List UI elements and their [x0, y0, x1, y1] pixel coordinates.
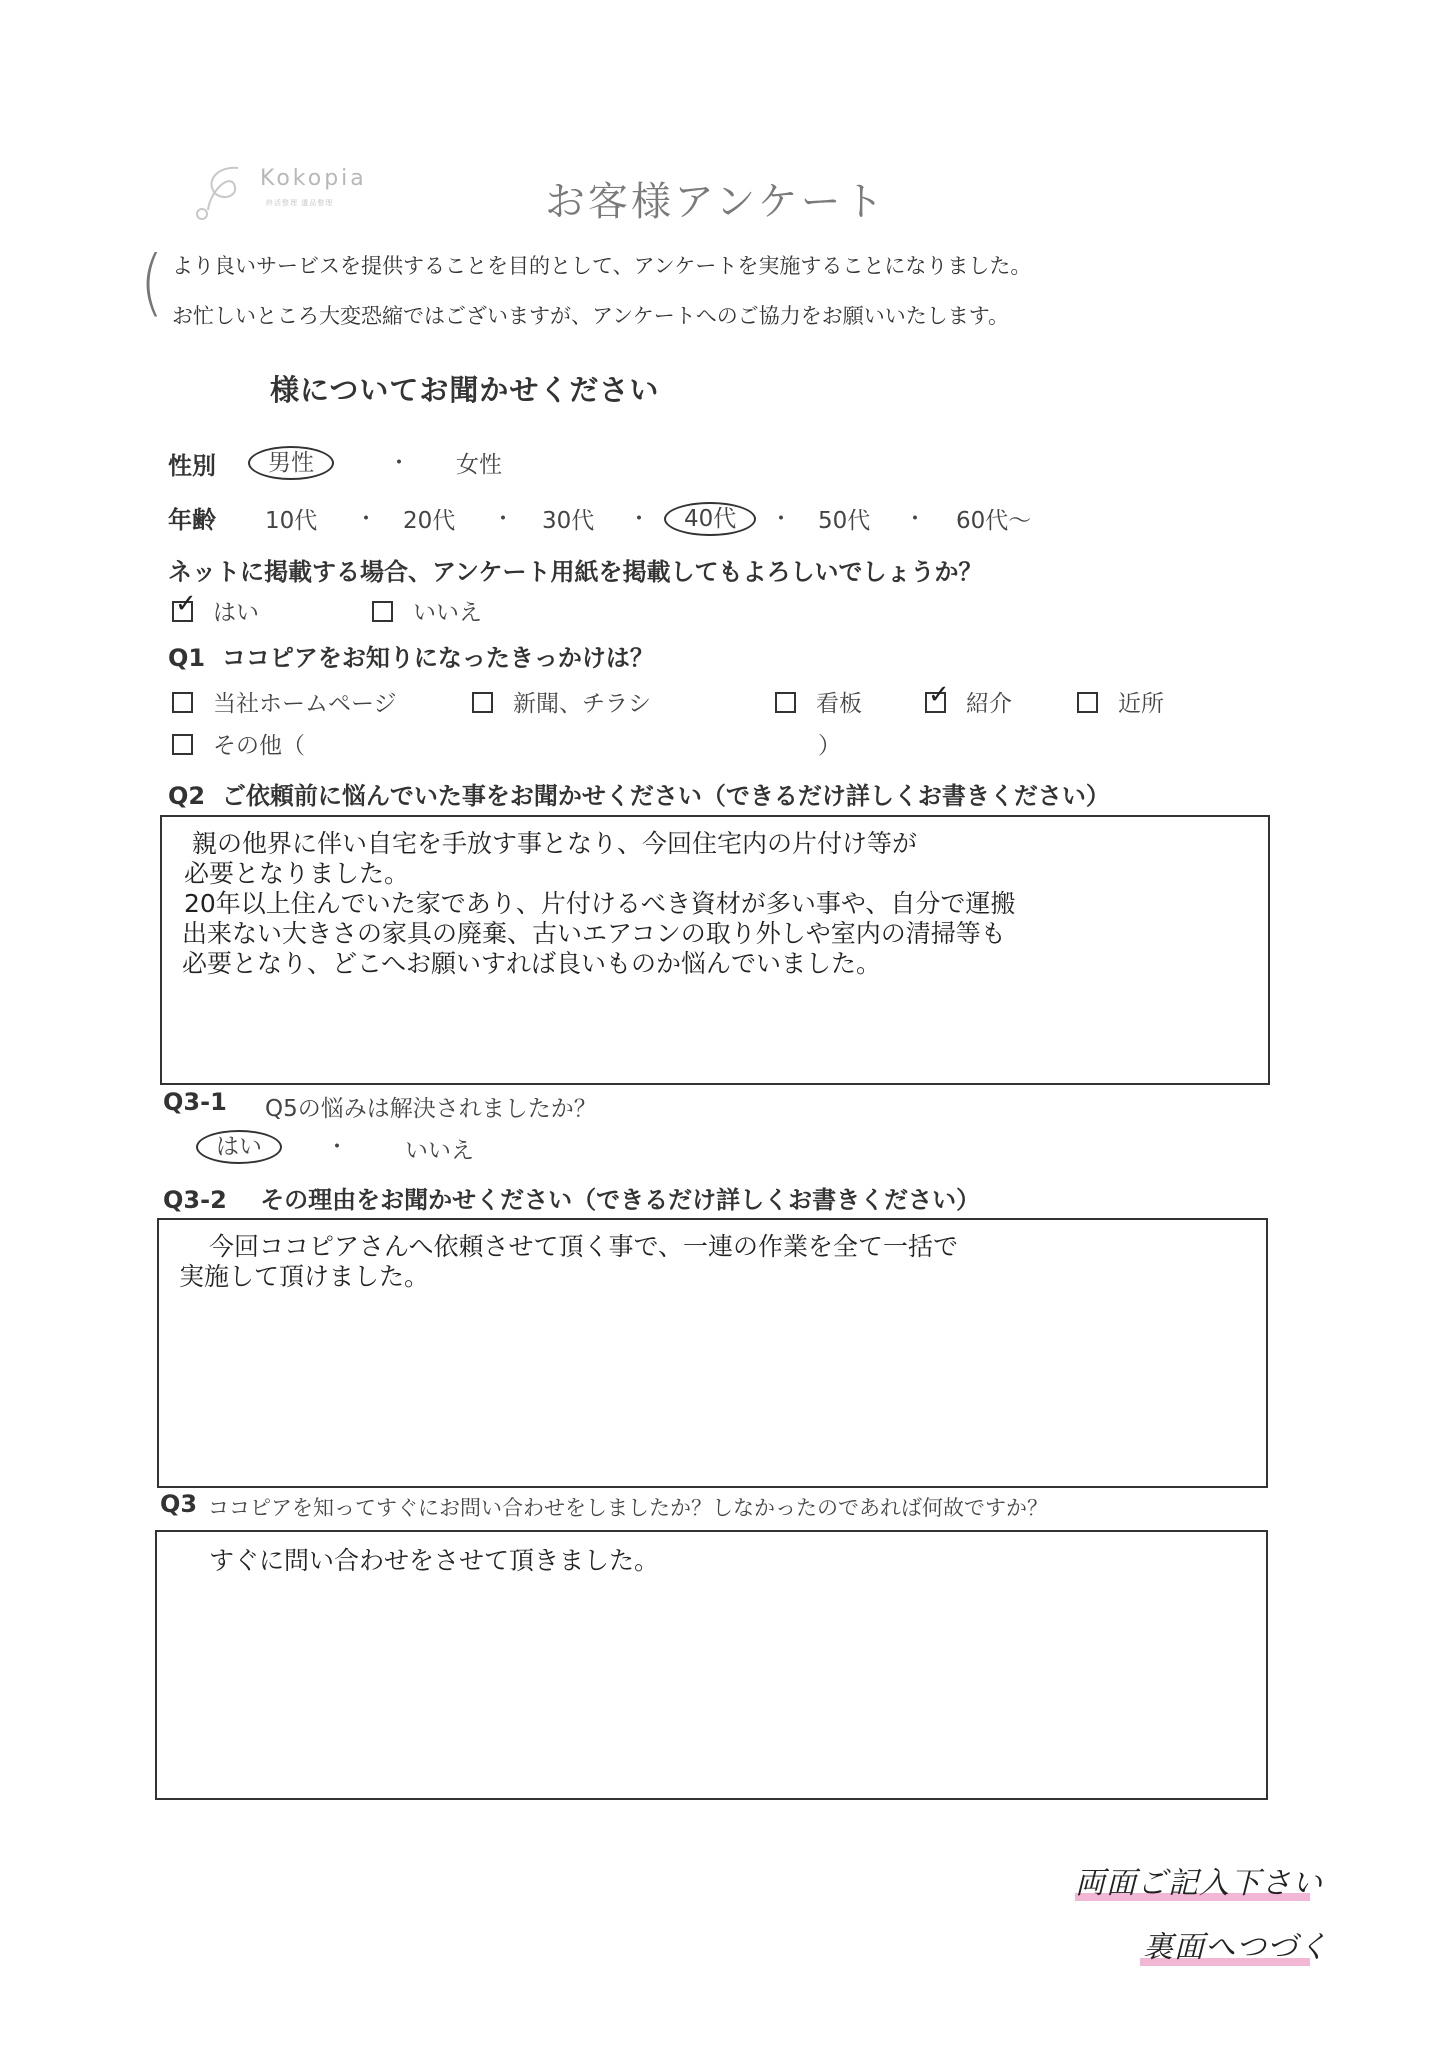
- q2-answer-line-5: 必要となり、どこへお願いすれば良いものか悩んでいました。: [182, 949, 882, 978]
- q1-option-other[interactable]: [172, 727, 305, 760]
- q1-heading: [168, 638, 654, 673]
- gender-label: 性別: [168, 452, 216, 480]
- publish-no-checkbox[interactable]: [372, 601, 393, 622]
- age-option-50s[interactable]: 50代: [818, 508, 871, 534]
- q3-2-answer-line-2: 実施して頂けました。: [179, 1262, 430, 1291]
- publish-no-label: いいえ: [413, 600, 482, 626]
- q3-answer-line-1: すぐに問い合わせをさせて頂きました。: [209, 1546, 660, 1575]
- q3-1-question: Q5の悩みは解決されましたか？: [265, 1096, 597, 1122]
- q3-2-question: その理由をお聞かせください（できるだけ詳しくお書きください）: [260, 1186, 981, 1214]
- q1-neighborhood-label: 近所: [1118, 691, 1164, 717]
- q3-2-number: Q3-2: [163, 1186, 227, 1214]
- q1-referral-label: 紹介: [966, 691, 1012, 717]
- q1-other-checkbox[interactable]: [172, 734, 193, 755]
- publish-question: ネットに掲載する場合、アンケート用紙を掲載してもよろしいでしょうか？: [168, 558, 983, 586]
- q3-2-answer-line-1: 今回ココピアさんへ依頼させて頂く事で、一連の作業を全て一括で: [209, 1232, 959, 1261]
- age-option-60s[interactable]: 60代～: [956, 508, 1032, 534]
- q1-signboard-checkbox[interactable]: [775, 692, 796, 713]
- q3-1-number: Q3-1: [163, 1088, 227, 1116]
- q2-heading: [168, 776, 1110, 811]
- q2-answer-line-3: 20年以上住んでいた家であり、片付けるべき資材が多い事や、自分で運搬: [184, 889, 1016, 918]
- q1-homepage-label: 当社ホームページ: [213, 691, 397, 717]
- publish-yes-option[interactable]: [172, 589, 259, 627]
- gender-option-male[interactable]: [248, 444, 334, 477]
- section-title: 様についてお聞かせください: [270, 373, 660, 407]
- q3-question: ココピアを知ってすぐにお問い合わせをしましたか？しなかったのであれば何故ですか？: [208, 1496, 1048, 1520]
- kokopia-logo: [188, 162, 367, 226]
- q2-answer-line-4: 出来ない大きさの家具の廃棄、古いエアコンの取り外しや室内の清掃等も: [182, 919, 1006, 948]
- q1-homepage-checkbox[interactable]: [172, 692, 193, 713]
- separator: ・: [628, 507, 651, 532]
- gender-option-female[interactable]: 女性: [456, 452, 502, 478]
- q1-other-close: ）: [818, 733, 841, 759]
- age-option-40s[interactable]: [664, 500, 756, 533]
- q1-option-referral[interactable]: [925, 680, 1012, 718]
- age-option-10s[interactable]: 10代: [265, 508, 318, 534]
- q2-number: Q2: [168, 782, 206, 810]
- separator: ・: [355, 507, 378, 532]
- note-both-sides: 両面ご記入下さい: [1075, 1866, 1323, 1901]
- q1-other-label: その他（: [213, 733, 305, 759]
- intro-line-2: お忙しいところ大変恐縮ではございますが、アンケートへのご協力をお願いいたします。: [172, 304, 1010, 328]
- q1-newspaper-checkbox[interactable]: [472, 692, 493, 713]
- q2-answer-box[interactable]: [160, 815, 1270, 1085]
- separator: ・: [904, 507, 927, 532]
- q1-option-newspaper[interactable]: [472, 685, 651, 718]
- checkmark-icon: ✓: [175, 589, 197, 619]
- q1-option-signboard[interactable]: [775, 685, 862, 718]
- intro-bracket: (: [140, 241, 164, 325]
- q3-2-answer-box[interactable]: [157, 1218, 1268, 1488]
- logo-text: Kokopia: [260, 166, 367, 191]
- separator: ・: [770, 507, 793, 532]
- age-40s-circled: 40代: [664, 502, 756, 536]
- logo-mark-icon: [188, 162, 268, 222]
- age-option-30s[interactable]: 30代: [542, 508, 595, 534]
- separator: ・: [326, 1135, 349, 1160]
- q1-option-neighborhood[interactable]: [1077, 685, 1164, 718]
- q3-number: Q3: [160, 1490, 198, 1518]
- q1-question: ココピアをお知りになったきっかけは？: [221, 644, 654, 672]
- checkmark-icon: ✓: [928, 680, 950, 710]
- q1-referral-checkbox[interactable]: [925, 680, 950, 713]
- publish-yes-checkbox[interactable]: [172, 589, 197, 622]
- q1-number: Q1: [168, 644, 206, 672]
- age-option-20s[interactable]: 20代: [403, 508, 456, 534]
- q3-answer-box[interactable]: [155, 1530, 1268, 1800]
- publish-no-option[interactable]: [372, 594, 482, 627]
- logo-subtext: 終活整理 遺品整理: [266, 199, 334, 207]
- separator: ・: [492, 507, 515, 532]
- q3-1-no-option[interactable]: いいえ: [405, 1138, 474, 1164]
- q2-question: ご依頼前に悩んでいた事をお聞かせください（できるだけ詳しくお書きください）: [221, 782, 1110, 810]
- q2-answer-line-2: 必要となりました。: [184, 859, 410, 888]
- q3-2-heading: [163, 1180, 980, 1215]
- q2-answer-line-1: 親の他界に伴い自宅を手放す事となり、今回住宅内の片付け等が: [192, 829, 918, 858]
- note-continue-back: 裏面へつづく: [1143, 1930, 1329, 1965]
- q1-option-homepage[interactable]: [172, 685, 397, 718]
- q1-signboard-label: 看板: [816, 691, 862, 717]
- intro-line-1: より良いサービスを提供することを目的として、アンケートを実施することになりました。: [172, 254, 1032, 278]
- q1-neighborhood-checkbox[interactable]: [1077, 692, 1098, 713]
- q1-newspaper-label: 新聞、チラシ: [513, 691, 651, 717]
- page-title: お客様アンケート: [545, 179, 887, 225]
- separator: ・: [388, 451, 411, 476]
- q3-1-yes-circled: はい: [196, 1130, 282, 1164]
- q3-1-yes-option[interactable]: [196, 1128, 282, 1161]
- age-label: 年齢: [168, 506, 216, 534]
- gender-male-circled: 男性: [248, 446, 334, 480]
- publish-yes-label: はい: [213, 600, 259, 626]
